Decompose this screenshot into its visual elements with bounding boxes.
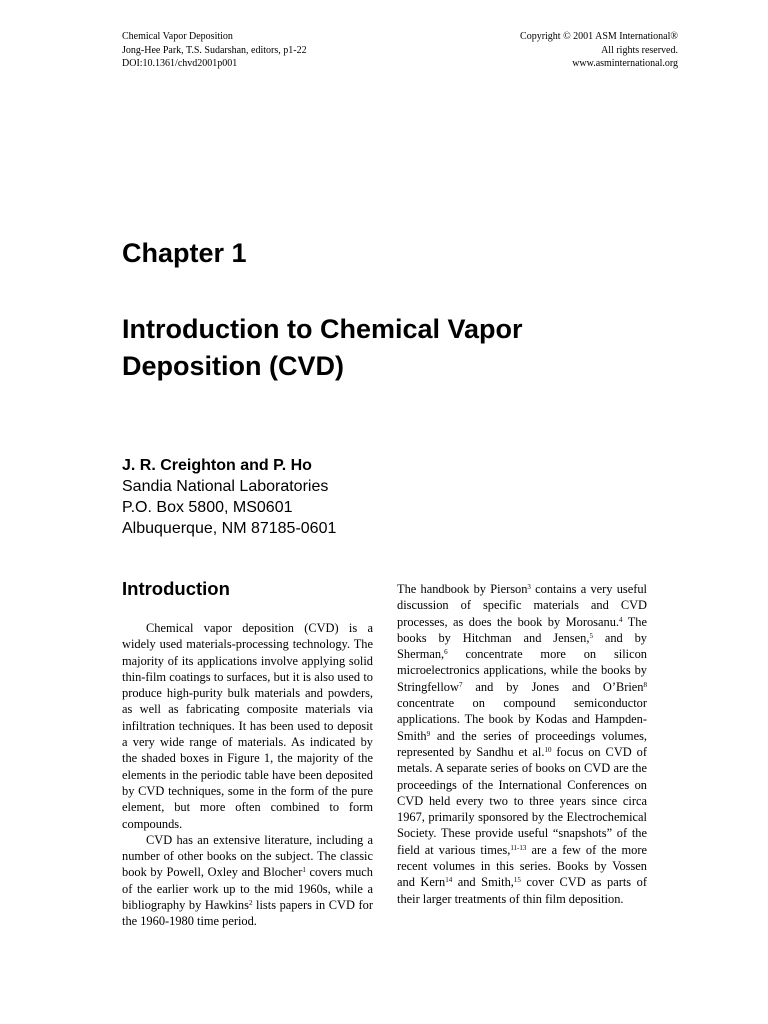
author-block: [122, 455, 336, 539]
header-website: www.asminternational.org: [572, 58, 678, 69]
reference-marker: 11-13: [510, 843, 527, 852]
body-paragraph: Chemical vapor deposition (CVD) is a widely used materials-processing technology. The majority of its applications involve applying solid thin-film coatings to surfaces, but it is also used to produce high-purity bulk materials and powders, as well as fabricating composite materials via infiltration techniques. It has been used to deposit a very wide range of materials. As indicated by the shaded boxes in Figure 1, the majority of the elements in the periodic table have been deposited by CVD techniques, some in the form of the pure element, but more often combined to form compounds.: [122, 621, 373, 831]
affiliation-line: P.O. Box 5800, MS0601: [122, 499, 293, 516]
running-header-right: [520, 30, 678, 71]
reference-marker: 2: [248, 899, 253, 908]
reference-marker: 8: [643, 680, 647, 689]
reference-marker: 15: [513, 876, 521, 885]
header-copyright: Copyright © 2001 ASM International®: [520, 31, 678, 42]
right-column: [397, 581, 647, 907]
reference-marker: 5: [589, 631, 593, 640]
running-header-left: [122, 30, 307, 71]
reference-marker: 1: [302, 866, 306, 875]
reference-marker: 10: [544, 745, 552, 754]
reference-marker: 14: [445, 876, 453, 885]
author-names: J. R. Creighton and P. Ho: [122, 457, 312, 474]
header-rights: All rights reserved.: [601, 44, 678, 56]
body-paragraph: The handbook by Pierson$^3$ contains a very useful discussion of specific materials and CVD processes, as does the book by Morosanu.$^4$ The books by Hitchman and Jensen,$^5$ and by Sherman,$^6$ concentrate more on silicon microelectronics applications, while the books by Stringfellow$^7$ and by Jones and O’Brien$^8$ concentrate on compound semiconductor applications. The book by Kodas and Hampden-Smith$^9$ and the series of proceedings volumes, represented by Sandhu et al.$^{10}$ focus on CVD of metals. A separate series of books on CVD are the proceedings of the International Conferences on CVD held every two to three years since circa 1967, primarily sponsored by the Electrochemical Society. These provide useful “snapshots” of the field at various times,$^{11-13}$ are a few of the more recent volumes in this series. Books by Vossen and Kern$^{14}$ and Smith,$^{15}$ cover CVD as parts of their larger treatments of thin film deposition.: [397, 582, 647, 906]
affiliation-line: Sandia National Laboratories: [122, 478, 329, 495]
body-paragraph: CVD has an extensive literature, including a number of other books on the subject. The classic book by Powell, Oxley and Blocher$^1$ covers much of the earlier work up to the mid 1960s, while a bibliography by Hawkins$^2$ lists papers in CVD for the 1960-1980 time period.: [122, 832, 373, 929]
chapter-title: Introduction to Chemical Vapor Deposition (CVD): [122, 314, 523, 381]
reference-marker: 9: [426, 729, 431, 738]
header-book-title: Chemical Vapor Deposition: [122, 31, 233, 42]
chapter-number: Chapter 1: [122, 238, 247, 268]
reference-marker: 4: [619, 615, 623, 624]
section-heading: Introduction: [122, 578, 230, 599]
header-editors: Jong-Hee Park, T.S. Sudarshan, editors, p1-22: [122, 44, 307, 56]
left-column: [122, 620, 373, 930]
reference-marker: 3: [527, 583, 531, 591]
reference-marker: 7: [458, 680, 463, 689]
header-doi: DOI:10.1361/chvd2001p001: [122, 58, 238, 69]
affiliation-line: Albuquerque, NM 87185-0601: [122, 520, 337, 537]
reference-marker: 6: [444, 648, 448, 657]
